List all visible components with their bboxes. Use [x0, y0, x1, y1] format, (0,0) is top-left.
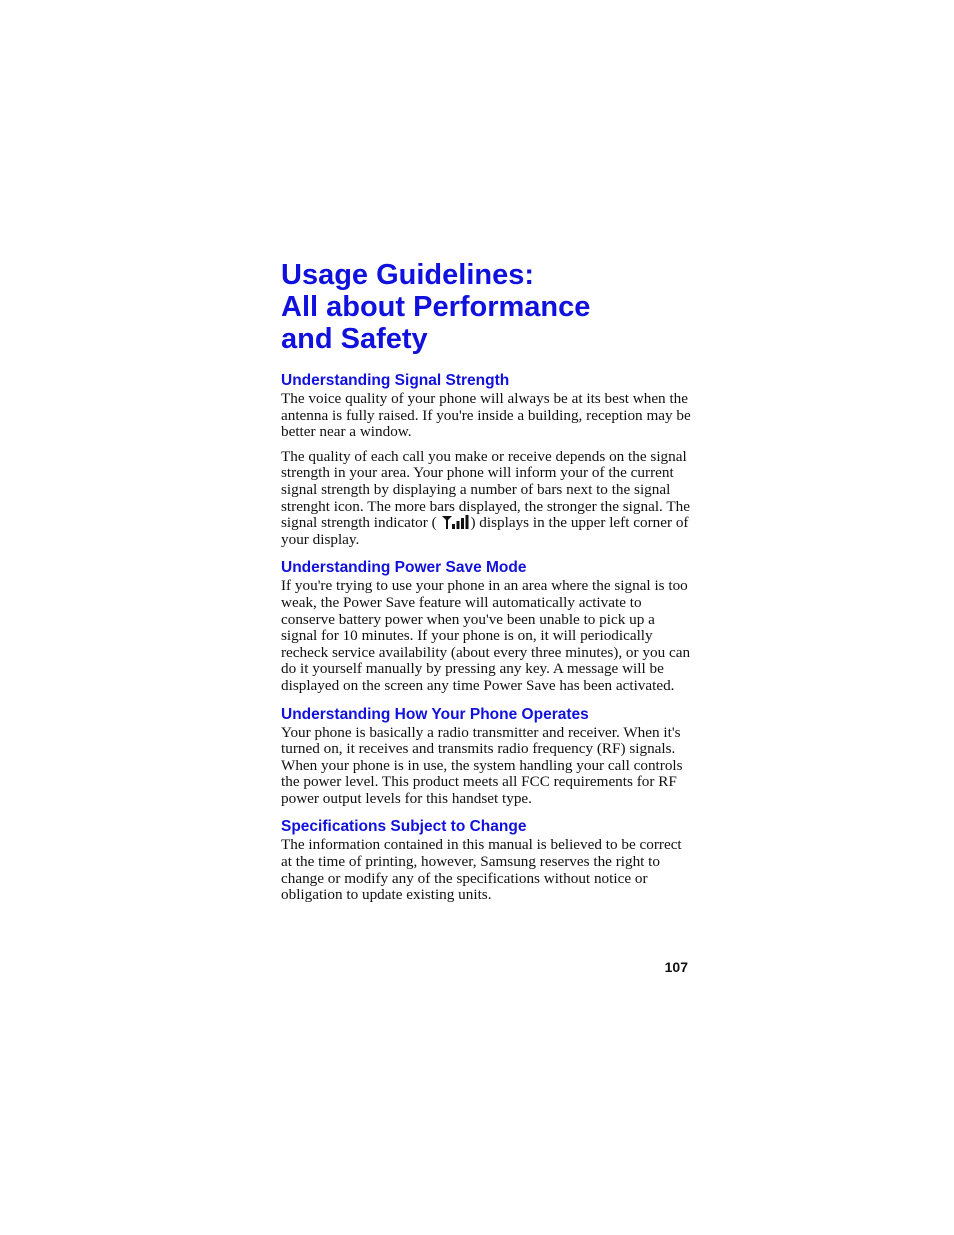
title-line-3: and Safety: [281, 323, 428, 355]
section-phone-operates: [281, 706, 691, 808]
section-paragraph: The voice quality of your phone will always be at its best when the antenna is fully raised. If you're inside a building, reception may be better near a window.: [281, 390, 691, 441]
section-heading: Specifications Subject to Change: [281, 818, 527, 836]
paragraph-text: The quality of each call you make or receive depends on the signal strength in your area. Your phone will inform your of the current signal strength by displaying a number of bars next to the signal strenght icon. The more bars displayed, the stronger the signal. The signal strength indicator (: [281, 447, 690, 532]
page-number: 107: [664, 959, 688, 975]
manual-page: [281, 259, 691, 912]
section-heading: Understanding How Your Phone Operates: [281, 705, 589, 723]
signal-strength-icon: [441, 515, 469, 529]
paragraph-text: ) displays in the upper left corner of your display.: [281, 514, 689, 548]
section-power-save: [281, 559, 691, 694]
section-heading: Understanding Signal Strength: [281, 372, 510, 389]
page-title: [281, 259, 691, 355]
section-paragraph: The information contained in this manual is believed to be correct at the time of printing, however, Samsung reserves the right to change or modify any of the specifications without notice or obligation to update existing units.: [281, 836, 682, 904]
title-line-2: All about Performance: [281, 291, 591, 323]
section-paragraph: [281, 449, 691, 549]
section-signal-strength: [281, 372, 691, 548]
section-heading: Understanding Power Save Mode: [281, 559, 527, 577]
section-paragraph: Your phone is basically a radio transmitter and receiver. When it's turned on, it receives and transmits radio frequency (RF) signals. When your phone is in use, the system handling your call controls the power level. This product meets all FCC requirements for RF power output levels for this handset type.: [281, 723, 683, 807]
section-specifications: [281, 818, 691, 903]
title-line-1: Usage Guidelines:: [281, 259, 535, 291]
section-paragraph: If you're trying to use your phone in an area where the signal is too weak, the Power Save feature will automatically activate to conserve battery power when you've been unable to pick up a signal for 10 minutes. If your phone is on, it will periodically recheck service availability (about every three minutes), or you can do it yourself manually by pressing any key. A message will be displayed on the screen any time Power Save has been activated.: [281, 577, 691, 694]
